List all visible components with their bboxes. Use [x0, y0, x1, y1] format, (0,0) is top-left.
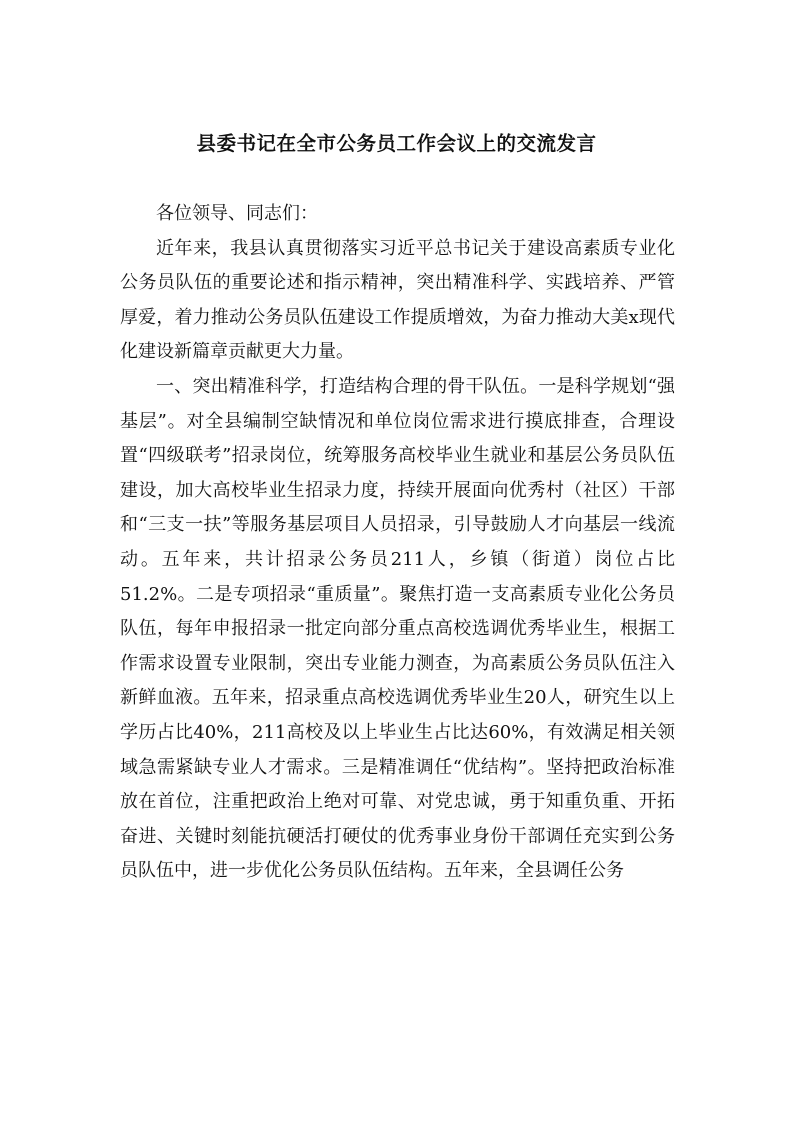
document-body: [120, 197, 675, 889]
paragraph-intro: 近年来，我县认真贯彻落实习近平总书记关于建设高素质专业化公务员队伍的重要论述和指示精神，突出精准科学、实践培养、严管厚爱，着力推动公务员队伍建设工作提质增效，为奋力推动大美x现代化建设新篇章贡献更大力量。: [120, 237, 675, 363]
document-title: 县委书记在全市公务员工作会议上的交流发言: [196, 132, 597, 155]
salutation: 各位领导、同志们：: [156, 203, 318, 224]
paragraph-section-one: 一、突出精准科学，打造结构合理的骨干队伍。一是科学规划“强基层”。对全县编制空缺情况和单位岗位需求进行摸底排查，合理设置“四级联考”招录岗位，统筹服务高校毕业生就业和基层公务员队伍建设，加大高校毕业生招录力度，持续开展面向优秀村（社区）干部和“三支一扶”等服务基层项目人员招录，引导鼓励人才向基层一线流动。五年来，共计招录公务员211人，乡镇（街道）岗位占比51.2%。二是专项招录“重质量”。聚焦打造一支高素质专业化公务员队伍，每年申报招录一批定向部分重点高校选调优秀毕业生，根据工作需求设置专业限制，突出专业能力测查，为高素质公务员队伍注入新鲜血液。五年来，招录重点高校选调优秀毕业生20人，研究生以上学历占比40%，211高校及以上毕业生占比达60%，有效满足相关领域急需紧缺专业人才需求。三是精准调任“优结构”。坚持把政治标准放在首位，注重把政治上绝对可靠、对党忠诚，勇于知重负重、开拓奋进、关键时刻能抗硬活打硬仗的优秀事业身份干部调任充实到公务员队伍中，进一步优化公务员队伍结构。五年来，全县调任公务: [120, 375, 675, 882]
